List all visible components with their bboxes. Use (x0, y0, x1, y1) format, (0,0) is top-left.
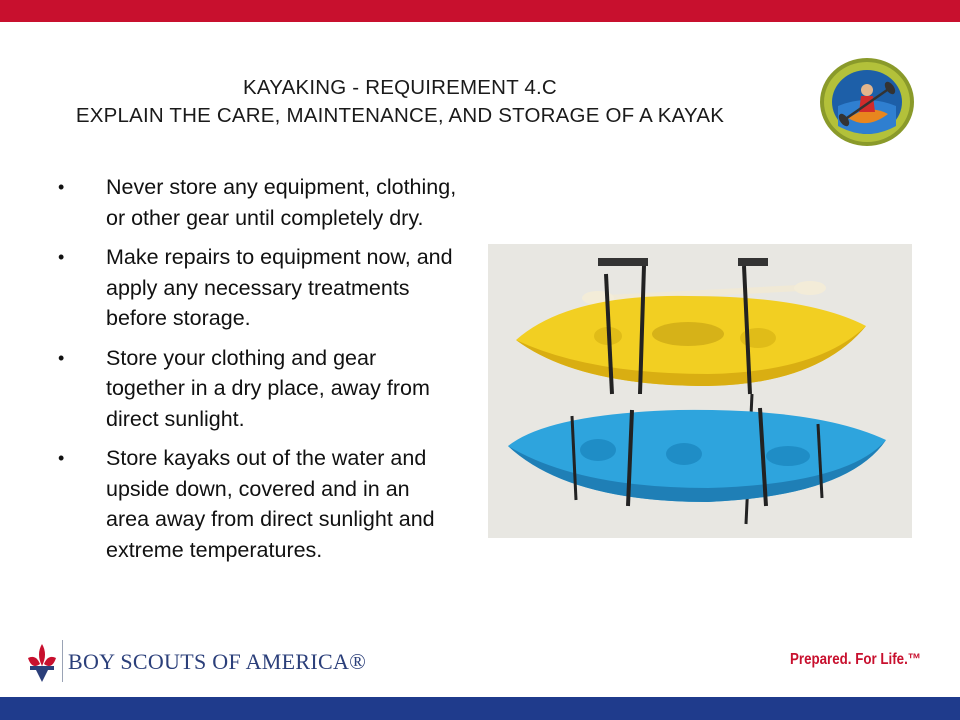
bullet-icon: • (58, 347, 65, 368)
org-name: BOY SCOUTS OF AMERICA® (68, 649, 367, 674)
title-line-1: KAYAKING - REQUIREMENT 4.C (243, 76, 557, 99)
bullet-icon: • (58, 448, 65, 468)
kayaking-merit-badge-icon (818, 56, 916, 148)
kayak-storage-photo (488, 244, 912, 538)
tagline: Prepared. For Life.™ (790, 651, 922, 668)
list-item (58, 443, 458, 565)
bullet-text: Never store any equipment, clothing, or other gear until completely dry. (106, 175, 457, 230)
title-line-2: EXPLAIN THE CARE, MAINTENANCE, AND STORAGE OF A KAYAK (75, 104, 725, 127)
bullet-icon: • (58, 177, 65, 197)
bottom-blue-bar (0, 697, 960, 720)
bullet-icon: • (58, 247, 65, 267)
slide-title (40, 74, 760, 130)
bullet-text: Store kayaks out of the water and upside down, covered and in an area away from direct sunlight and extreme temperatures. (106, 446, 435, 562)
list-item (58, 172, 458, 233)
top-red-bar (0, 0, 960, 22)
list-item (58, 343, 458, 435)
bullet-text: Store your clothing and gear together in a dry place, away from direct sunlight. (106, 345, 430, 431)
bullet-list (58, 172, 458, 574)
bullet-text: Make repairs to equipment now, and apply any necessary treatments before storage. (106, 245, 453, 330)
list-item (58, 242, 458, 334)
bsa-fleur-de-lis-logo (22, 640, 62, 686)
logo-divider (62, 640, 63, 682)
